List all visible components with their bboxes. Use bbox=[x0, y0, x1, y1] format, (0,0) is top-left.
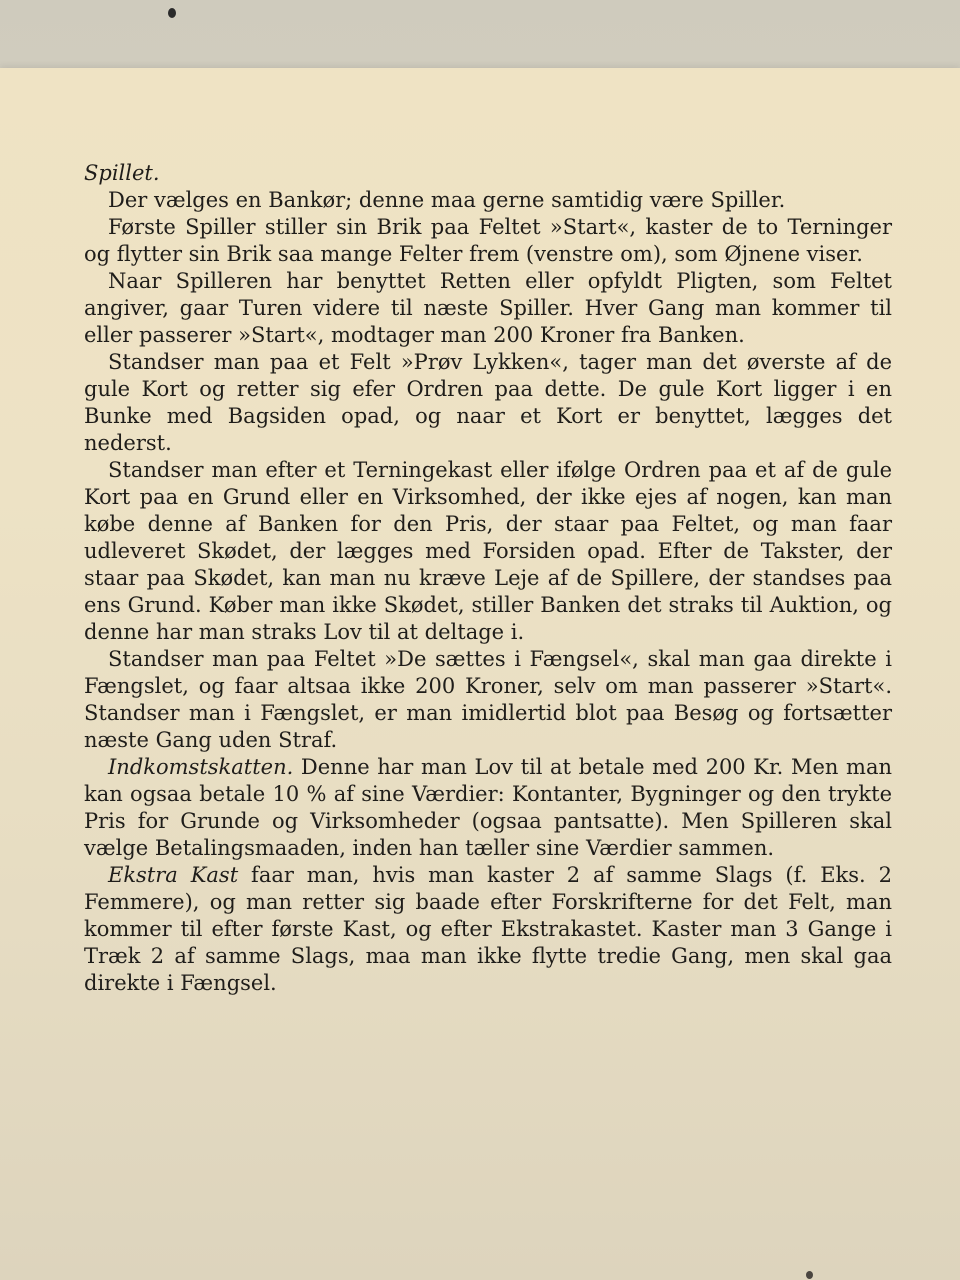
paragraph-lead: Ekstra Kast bbox=[108, 863, 239, 887]
paragraph-text: Standser man paa Feltet »De sættes i Fængsel«, skal man gaa direkte i Fængslet, og faar altsaa ikke 200 Kroner, selv om man passerer »Start«. Standser man i Fængslet, er man imidlertid blot paa Besøg og fortsætter næste Gang uden Straf. bbox=[84, 647, 892, 752]
paragraph-prov-lykken bbox=[84, 349, 892, 457]
paragraph-turn bbox=[84, 268, 892, 349]
rules-text bbox=[84, 160, 892, 997]
paragraph-jail bbox=[84, 646, 892, 754]
paragraph-lead: Indkomstskatten. bbox=[108, 755, 294, 779]
paragraph-text: Første Spiller stiller sin Brik paa Feltet »Start«, kaster de to Terninger og flytter sin Brik saa mange Felter frem (venstre om), som Øjnene viser. bbox=[84, 215, 892, 266]
ink-speck bbox=[168, 8, 176, 18]
paper-spot bbox=[806, 1271, 813, 1279]
section-heading: Spillet. bbox=[84, 161, 160, 185]
paragraph-text: Der vælges en Bankør; denne maa gerne samtidig være Spiller. bbox=[108, 188, 786, 212]
paragraph-text: Denne har man Lov til at betale med 200 Kr. Men man kan ogsaa betale 10 % af sine Værdier: Kontanter, Bygninger og den trykte Pris for Grunde og Virksomheder (ogsaa pantsatte). Men Spilleren skal vælge Betalingsmaaden, inden han tæller sine Værdier sammen. bbox=[84, 755, 892, 860]
paragraph-text: Standser man paa et Felt »Prøv Lykken«, tager man det øverste af de gule Kort og retter sig efer Ordren paa dette. De gule Kort ligger i en Bunke med Bagsiden opad, og naar et Kort er benyttet, lægges det nederst. bbox=[84, 350, 892, 455]
paragraph-text: faar man, hvis man kaster 2 af samme Slags (f. Eks. 2 Femmere), og man retter sig baade efter Forskrifterne for det Felt, man kommer til efter første Kast, og efter Ekstrakastet. Kaster man 3 Gange i Træk 2 af samme Slags, maa man ikke flytte tredie Gang, men skal gaa direkte i Fængsel. bbox=[84, 863, 892, 995]
paragraph-income-tax bbox=[84, 754, 892, 862]
paragraph-extra-throw bbox=[84, 862, 892, 997]
paragraph-text: Naar Spilleren har benyttet Retten eller opfyldt Pligten, som Feltet angiver, gaar Turen videre til næste Spiller. Hver Gang man kommer til eller passerer »Start«, modtager man 200 Kroner fra Banken. bbox=[84, 269, 892, 347]
paragraph-text: Standser man efter et Terningekast eller ifølge Ordren paa et af de gule Kort paa en Grund eller en Virksomhed, der ikke ejes af nogen, kan man købe denne af Banken for den Pris, der staar paa Feltet, og man faar udleveret Skødet, der lægges med Forsiden opad. Efter de Takster, der staar paa Skødet, kan man nu kræve Leje af de Spillere, der standses paa ens Grund. Køber man ikke Skødet, stiller Banken det straks til Auktion, og denne har man straks Lov til at deltage i. bbox=[84, 458, 892, 644]
paragraph-buying bbox=[84, 457, 892, 646]
paragraph-bankor bbox=[84, 187, 892, 214]
paragraph-first-player bbox=[84, 214, 892, 268]
